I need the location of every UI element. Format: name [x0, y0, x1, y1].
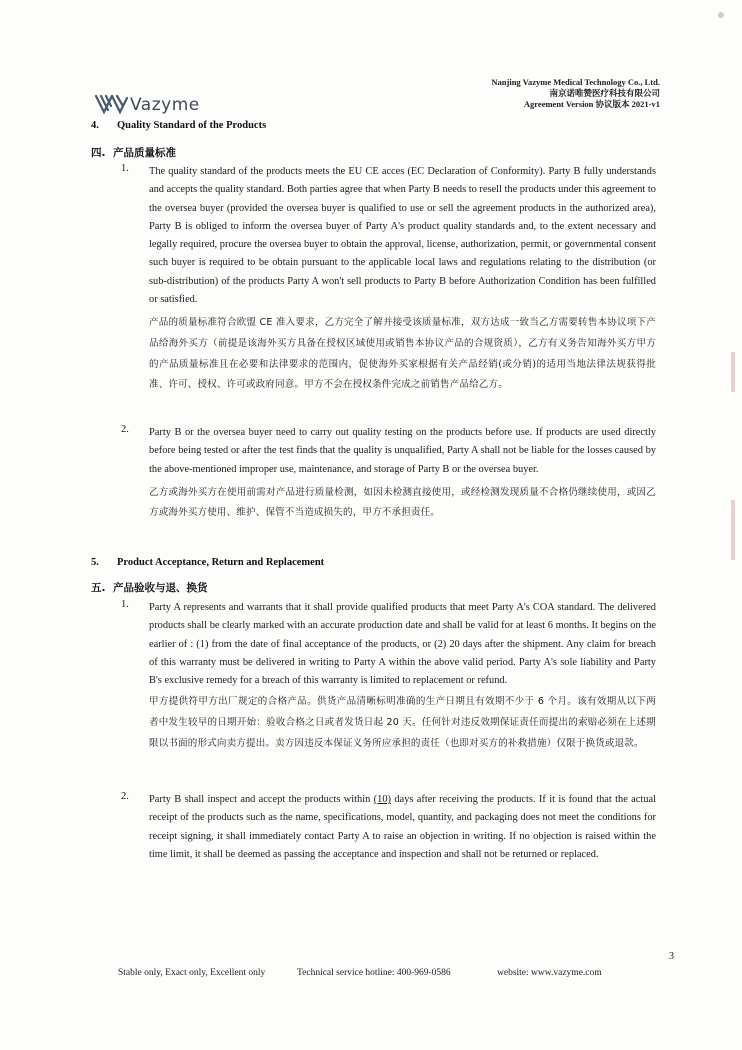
item-number: 1.: [121, 163, 129, 174]
item-number: 1.: [121, 599, 129, 610]
section-number: 五.: [91, 582, 106, 594]
item-text-en: Party A represents and warrants that it shall provide qualified products that meet Party A's COA standard. The delivered products shall be clearly marked with an accurate production date and shall be valid for at least 6 months. It begins on the earlier of : (1) from the date of final acceptance of the products, or (2) 20 days after the shipment. Any claim for breach of this warranty must be delivered in writing to Party A within the above valid period. Party A's sole liability and Party B's exclusive remedy for a breach of this warranty is limited to replacement or refund.: [149, 602, 656, 687]
scan-dot: [718, 12, 724, 18]
section-title: 产品验收与退、换货: [113, 582, 208, 594]
vazyme-logo: [94, 92, 244, 122]
item-text-cn: 甲方提供符甲方出厂规定的合格产品。供货产品清晰标明准确的生产日期且有效期不少于 6 个月。该有效期从以下两者中发生较早的日期开始：验收合格之日或者发货日起 20 天。任何针对违反效期保证责任而提出的索赔必须在上述期限以书面的形式向卖方提出。卖方因违反本保证义务所应承担的责任（也即对买方的补救措施）仅限于换货或退款。: [149, 696, 656, 749]
item-text-cn: 乙方或海外买方在使用前需对产品进行质量检测，如因未检测直接使用，或经检测发现质量不合格仍继续使用，或因乙方或海外买方使用、维护、保管不当造成损失的，甲方不承担责任。: [149, 486, 656, 519]
section-4-heading-cn: [91, 145, 176, 160]
scan-artifact: [731, 352, 735, 392]
scan-artifact: [731, 500, 735, 560]
section-number: 四.: [91, 147, 106, 159]
section-4-heading-en: [91, 120, 266, 131]
section-title: 产品质量标准: [113, 147, 176, 159]
item-text-en: Party B or the oversea buyer need to carry out quality testing on the products before use. If products are used directly before being tested or after the test finds that the quality is unqualified, Party A shall not be liable for the losses caused by the above-mentioned improper use, maintenance, and storage of Party B or the oversea buyer.: [149, 427, 656, 475]
footer-website: website: www.vazyme.com: [497, 968, 602, 978]
section-title: Product Acceptance, Return and Replacement: [117, 557, 325, 568]
vazyme-logo-icon: [94, 92, 128, 118]
page-number: 3: [669, 951, 674, 962]
item-text-en: The quality standard of the products meets the EU CE acces (EC Declaration of Conformity). Party B fully understands and accepts the quality standard. Both parties agree that when Party B needs to resell the products under this agreement to the oversea buyer (provided the oversea buyer is qualified to use or sell the agreement products in the authorized area), Party B is obliged to inform the oversea buyer of Party A's product quality standards and, to the extent necessary and legally required, procure the oversea buyer to obtain the approval, license, authorization, permit, or governmental consent such buyer is required to be obtain pursuant to the applicable local laws and regulations relating to the distribution (or sub-distribution) of the products Party A won't sell products to Party B before Authorization Condition has been fulfilled or satisfied.: [149, 166, 656, 306]
section-5-item-2: [121, 791, 656, 864]
section-5-heading-en: [91, 557, 324, 568]
agreement-version: Agreement Version 协议版本 2021-v1: [523, 99, 660, 109]
document-header: [491, 77, 660, 110]
section-5-heading-cn: [91, 580, 208, 595]
section-number: 4.: [91, 120, 99, 131]
footer-slogan: Stable only, Exact only, Excellent only: [118, 968, 266, 978]
item-number: 2.: [121, 424, 129, 435]
item-number: 2.: [121, 791, 129, 802]
item-text-en: [149, 791, 656, 864]
acceptance-days: (10): [373, 794, 391, 805]
section-5-item-1: [121, 599, 656, 754]
section-4-item-1: [121, 163, 656, 396]
logo-text: Vazyme: [130, 95, 200, 115]
item-text-cn: 产品的质量标准符合欧盟 CE 准入要求，乙方完全了解并接受该质量标准，双方达成一致当乙方需要转售本协议项下产品给海外买方（前提是该海外买方具备在授权区域使用或销售本协议产品的合规资质），乙方有义务告知海外买方甲方的产品质量标准且在必要和法律要求的范围内，促使海外买家根据有关产品经销(或分销)的适用当地法律法规获得批准、许可、授权、许可或政府同意。甲方不会在授权条件完成之前销售产品给乙方。: [149, 317, 656, 391]
company-name-cn: 南京诺唯赞医疗科技有限公司: [549, 88, 660, 98]
item-text-after: days after receiving the products. If it is found that the actual receipt of the products such as the name, specifications, model, quantity, and packaging does not meet the conditions for receipt signing, it shall immediately contact Party A to raise an objection in writing. If no objection is raised within the time limit, it shall be deemed as passing the acceptance and inspection and shall not be returned or replaced.: [149, 794, 656, 860]
section-title: Quality Standard of the Products: [117, 120, 267, 131]
section-number: 5.: [91, 557, 99, 568]
section-4-item-2: [121, 424, 656, 524]
company-name-en: Nanjing Vazyme Medical Technology Co., Ltd.: [491, 77, 660, 87]
footer-hotline: Technical service hotline: 400-969-0586: [297, 968, 451, 978]
item-text-before: Party B shall inspect and accept the products within: [149, 794, 371, 805]
